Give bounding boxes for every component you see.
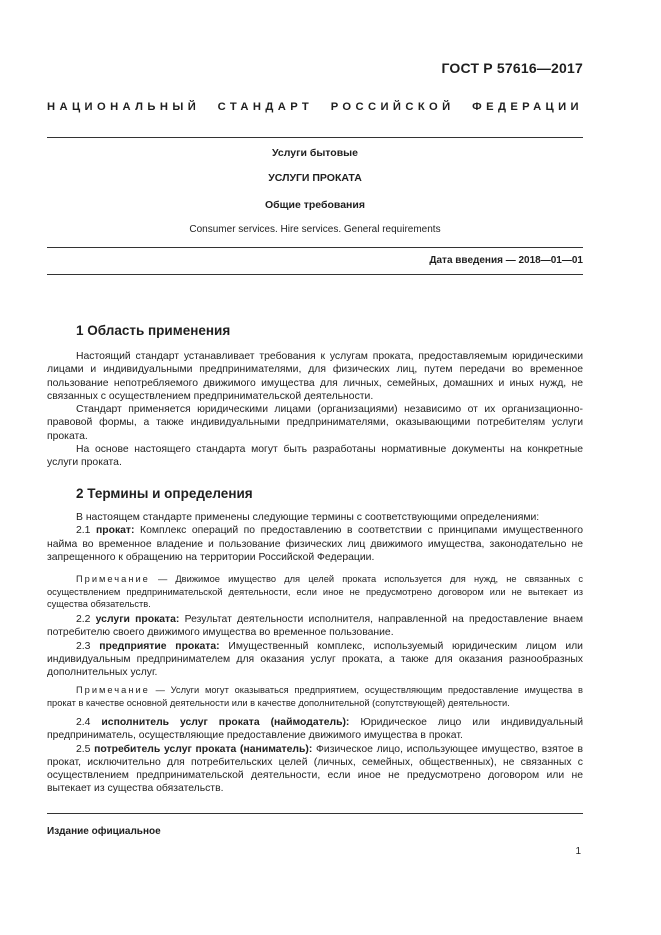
top-divider bbox=[47, 137, 583, 138]
section-2-heading: 2 Термины и определения bbox=[76, 486, 253, 501]
term-block-1 bbox=[47, 511, 583, 564]
date-divider bbox=[47, 274, 583, 275]
section-1-heading: 1 Область применения bbox=[76, 323, 231, 338]
paragraph: На основе настоящего стандарта могут быть разработаны нормативные документы на конкретные услуги проката. bbox=[47, 444, 583, 469]
paragraph: Стандарт применяется юридическими лицами (организациями) независимо от их организационно-правовой формы, а также индивидуальными предпринимателями, оказывающими потребителям услуги проката. bbox=[47, 404, 583, 442]
introduction-date: Дата введения — 2018—01—01 bbox=[429, 255, 583, 266]
paragraph: В настоящем стандарте применены следующие термины с соответствующими определениями: bbox=[76, 512, 540, 523]
term-2-4: 2.4 исполнитель услуг проката (наймодатель): Юридическое лицо или индивидуальный предприниматель, осуществляющие предоставление движимого имущества в прокат. bbox=[47, 717, 584, 742]
term-2-2: 2.2 услуги проката: Результат деятельности исполнителя, направленной на предоставление внаем потребителю своего движимого имущества во временное пользование. bbox=[47, 614, 583, 639]
footer-divider bbox=[47, 813, 583, 814]
title-line-2: УСЛУГИ ПРОКАТА bbox=[268, 172, 362, 184]
page-number: 1 bbox=[575, 846, 581, 857]
term-2-3: 2.3 предприятие проката: Имущественный комплекс, используемый юридическим лицом или индивидуальным предпринимателем для оказания услуг проката, а также для оказания разнообразных дополнительных услуг. bbox=[47, 640, 583, 679]
title-line-1: Услуги бытовые bbox=[272, 147, 358, 159]
term-2-5: 2.5 потребитель услуг проката (наниматель): Физическое лицо, использующее имущество, взятое в прокат, исключительно для потребительских целей (личных, семейных, общественных), не связанных с осуществлением предпринимательской деятельности, если иное не предусмотрено договором или не вытекает из существа обязательств. bbox=[47, 743, 584, 795]
term-2-1: 2.1 прокат: Комплекс операций по предоставлению в соответствии с принципами имущественного найма во временное владение и пользование физических лиц движимого имущества, законодательно не запрещенного к обращению на территории Российской Федерации. bbox=[47, 525, 584, 563]
doc-number: ГОСТ Р 57616—2017 bbox=[441, 60, 583, 76]
term-block-2 bbox=[47, 613, 583, 679]
paragraph: Настоящий стандарт устанавливает требования к услугам проката, предоставляемым юридическими лицами и индивидуальными предпринимателями, для физических лиц, путем передачи во временное пользование непотребляемого движимого имущества для личных, семейных, домашних и иных нужд, не связанных с осуществлением предпринимательской деятельности. bbox=[47, 351, 583, 402]
title-english: Consumer services. Hire services. General requirements bbox=[189, 224, 441, 235]
section-1-body bbox=[47, 350, 583, 470]
title-line-3: Общие требования bbox=[265, 199, 365, 211]
title-divider bbox=[47, 247, 583, 248]
note-1: Примечание — Движимое имущество для целей проката используется для нужд, не связанных с осуществлением предпринимательской деятельности, если иное не предусмотрено договором или не вытекает из существа обязательств. bbox=[47, 574, 583, 610]
official-edition-label: Издание официальное bbox=[47, 826, 161, 837]
term-block-3 bbox=[47, 716, 583, 796]
note-2: Примечание — Услуги могут оказываться предприятием, осуществляющим предоставление имущества в прокат в качестве основной деятельности или в качестве дополнительной (сопутствующей) деятельности. bbox=[47, 685, 583, 708]
national-standard-banner: НАЦИОНАЛЬНЫЙ СТАНДАРТ РОССИЙСКОЙ ФЕДЕРАЦИИ bbox=[47, 101, 583, 113]
